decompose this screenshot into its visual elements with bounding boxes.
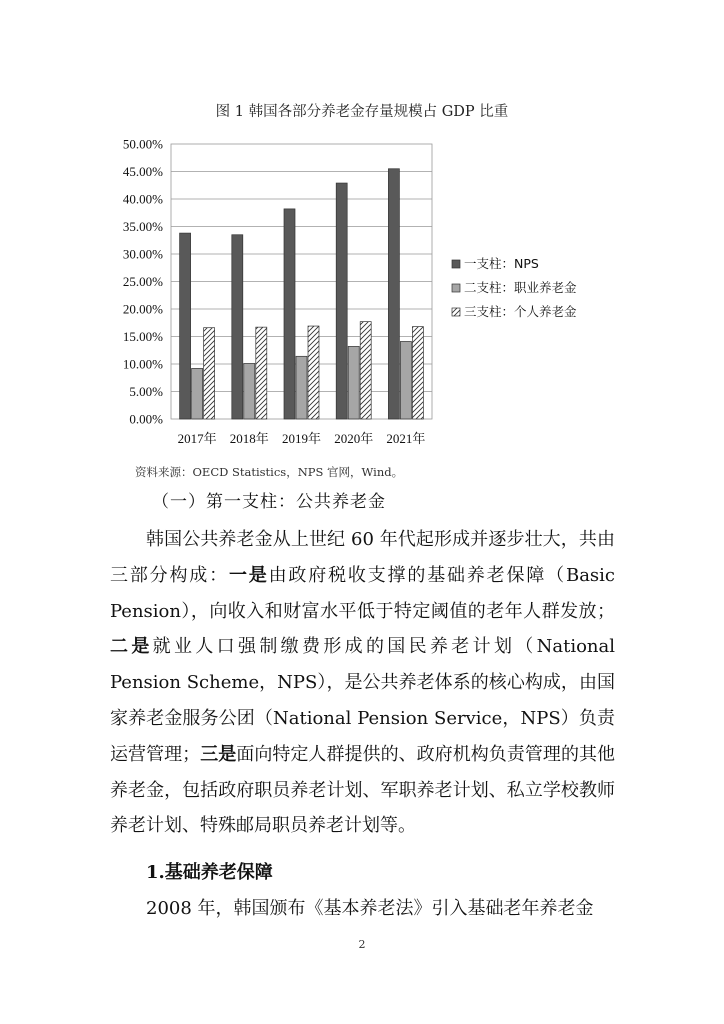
page-number: 2 bbox=[358, 938, 366, 951]
bar bbox=[400, 341, 411, 419]
section-heading: （一）第一支柱：公共养老金 bbox=[152, 492, 386, 512]
y-tick-label: 15.00% bbox=[122, 329, 163, 344]
legend-swatch bbox=[452, 260, 460, 268]
para1-text-4: 面向特定人群提供的、政府机构负责管理的其他养老金，包括政府职员养老计划、军职养老计划、私立学校教师养老计划、特殊邮局职员养老计划等。 bbox=[110, 743, 616, 837]
bar bbox=[336, 183, 347, 419]
y-tick-label: 0.00% bbox=[129, 411, 163, 427]
y-tick-label: 40.00% bbox=[122, 191, 163, 207]
sub-heading: 1.基础养老保障 bbox=[146, 862, 273, 883]
bar bbox=[412, 327, 423, 419]
y-tick-label: 5.00% bbox=[129, 384, 163, 399]
bar bbox=[284, 209, 295, 419]
y-tick-label: 45.00% bbox=[122, 164, 163, 179]
x-tick-label: 2020年 bbox=[334, 431, 374, 446]
bar bbox=[204, 328, 215, 419]
para1-bold-3: 三是 bbox=[200, 743, 237, 765]
bar bbox=[348, 346, 359, 419]
x-tick-label: 2017年 bbox=[177, 431, 217, 446]
legend-label: 二支柱：职业养老金 bbox=[464, 280, 577, 295]
bar bbox=[256, 327, 267, 419]
y-tick-label: 20.00% bbox=[122, 301, 163, 317]
legend-label: 一支柱：NPS bbox=[464, 256, 539, 271]
para2-text: 2008 年，韩国颁布《基本养老法》引入基础老年养老金 bbox=[146, 898, 594, 919]
y-tick-label: 25.00% bbox=[122, 274, 163, 289]
para1-bold-2: 二是 bbox=[110, 636, 153, 658]
legend-label: 三支柱：个人养老金 bbox=[464, 304, 577, 319]
para1-text-3: 就业人口强制缴费形成的国民养老计划（National Pension Scheme，NPS），是公共养老体系的核心构成，由国家养老金服务公团（National Pension Service，NPS）负责运营管理； bbox=[110, 636, 616, 765]
figure-title: 图 1 韩国各部分养老金存量规模占 GDP 比重 bbox=[215, 104, 509, 120]
bar bbox=[308, 326, 319, 419]
legend-swatch bbox=[452, 284, 460, 292]
source-note: 资料来源：OECD Statistics，NPS 官网，Wind。 bbox=[135, 465, 404, 479]
y-tick-label: 50.00% bbox=[122, 136, 163, 152]
legend-swatch bbox=[452, 308, 460, 316]
para1-text-1: 韩国公共养老金从上世纪 60 年代起形成并逐步壮大，共由三部分构成： bbox=[110, 529, 615, 586]
bar bbox=[388, 169, 399, 419]
y-tick-label: 10.00% bbox=[122, 356, 163, 372]
paragraph-basic-pension bbox=[110, 891, 615, 927]
bar bbox=[180, 233, 191, 419]
bar bbox=[244, 363, 255, 419]
bar bbox=[192, 368, 203, 419]
x-tick-label: 2021年 bbox=[386, 431, 426, 446]
para1-bold-1: 一是 bbox=[228, 564, 269, 586]
para1-text-2: 由政府税收支撑的基础养老保障（Basic Pension），向收入和财富水平低于特定阈值的老年人群发放； bbox=[110, 564, 616, 622]
y-tick-label: 30.00% bbox=[122, 246, 163, 262]
bar bbox=[360, 322, 371, 419]
x-tick-label: 2019年 bbox=[281, 431, 322, 446]
y-tick-label: 35.00% bbox=[122, 219, 163, 234]
x-tick-label: 2018年 bbox=[229, 431, 269, 446]
paragraph-public-pension bbox=[110, 522, 615, 844]
bar bbox=[232, 235, 243, 419]
bar bbox=[296, 356, 307, 419]
bar-chart bbox=[0, 0, 724, 460]
